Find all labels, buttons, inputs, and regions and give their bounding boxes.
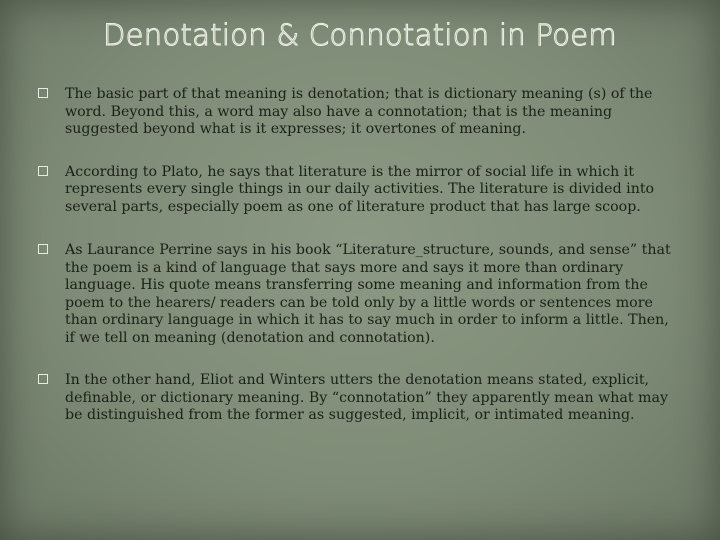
bullet-item [38,164,682,217]
square-bullet-icon [38,244,48,254]
slide-title: Denotation & Connotation in Poem [103,18,617,52]
square-bullet-icon [38,166,48,176]
bullet-item [38,372,682,425]
bullet-item [38,86,682,139]
square-bullet-icon [38,374,48,384]
bullet-text: According to Plato, he says that literature is the mirror of social life in which it represents every single things in our daily activities. The literature is divided into several parts, especially poem as one of literature product that has large scoop. [65,163,655,215]
bullet-text: The basic part of that meaning is denotation; that is dictionary meaning (s) of the word. Beyond this, a word may also have a connotation; that is the meaning suggested beyond what is it expresses; it overtones of meaning. [65,86,653,137]
bullet-text: As Laurance Perrine says in his book “Literature_structure, sounds, and sense” that the poem is a kind of language that says more and says it more than ordinary language. His quote means transferring some meaning and information from the poem to the hearers/ readers can be told only by a little words or sentences more than ordinary language in which it has to say much in order to inform a little. Then, if we tell on meaning (denotation and connotation). [65,242,671,346]
bullet-list [38,86,682,425]
bullet-item [38,242,682,347]
bullet-text: In the other hand, Eliot and Winters utters the denotation means stated, explicit, definable, or dictionary meaning. By “connotation” they apparently mean what may be distinguished from the former as suggested, implicit, or intimated meaning. [65,372,668,423]
square-bullet-icon [38,88,48,98]
